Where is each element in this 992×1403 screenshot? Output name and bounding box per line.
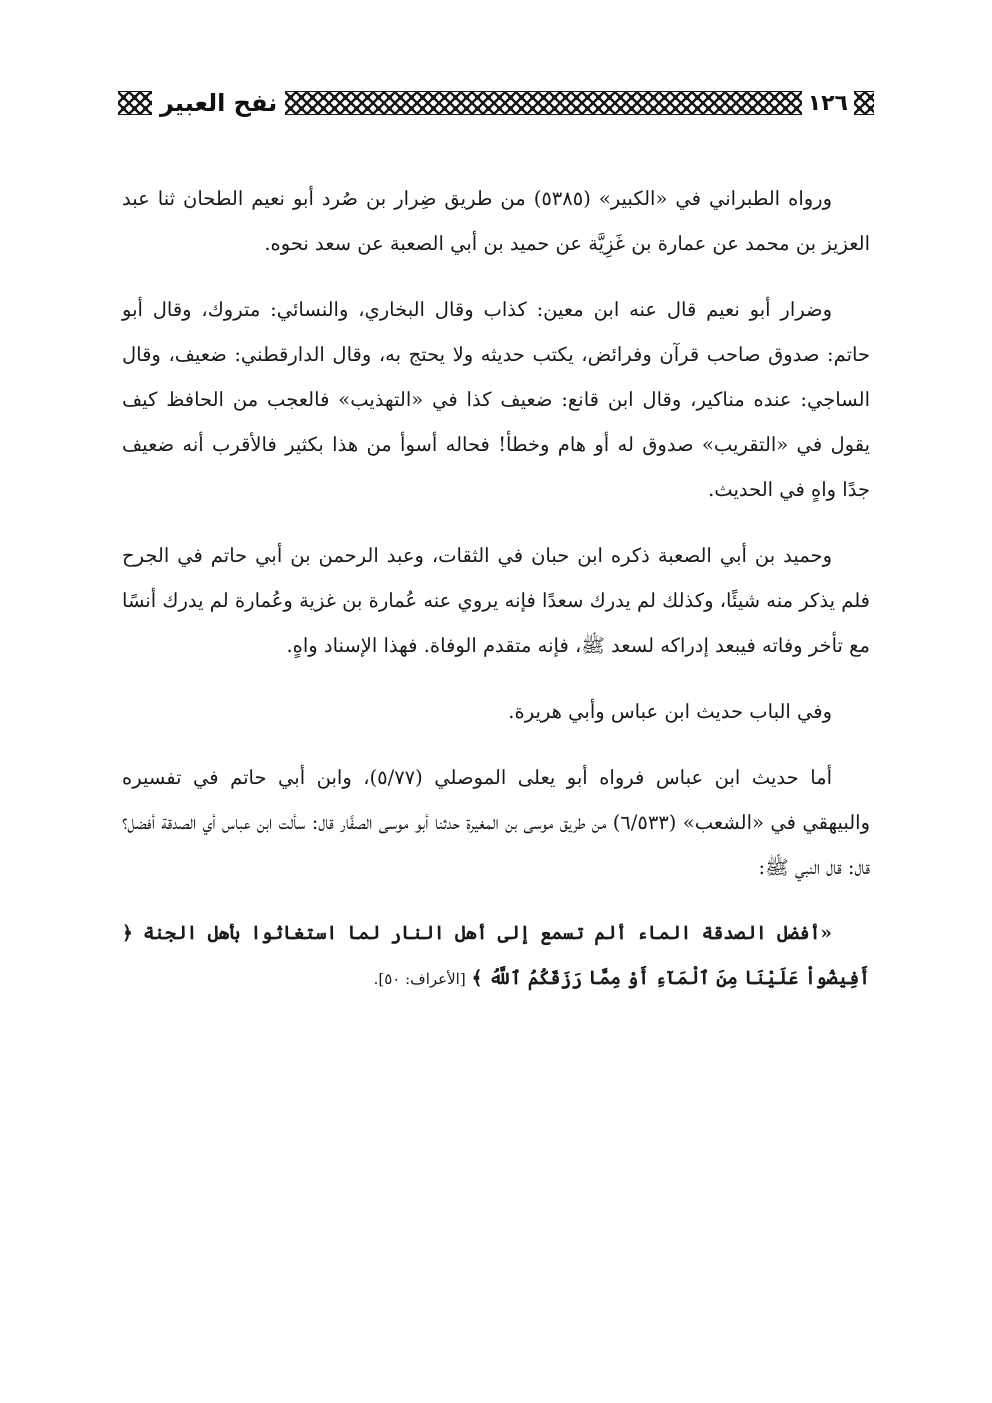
quran-reference: [الأعراف: ٥٠]. (373, 970, 466, 988)
page-body (122, 176, 870, 1023)
header-ornament-right (854, 91, 874, 115)
hadith-quote: «أفضل الصدقة الماء ألم تسمع إلى أهل النار لما استغاثوا بأهل الجنة ﴿ أَفِيضُواْ عَلَيْنَا مِنَ ٱلْمَآءِ أَوْ مِمَّا رَزَقَكُمُ ٱللَّهُ ﴾ (122, 923, 870, 989)
hadith-quote-paragraph (122, 911, 870, 1002)
header-ornament-left (118, 91, 152, 115)
running-title: نفح العبير (160, 89, 278, 117)
paragraph: وحميد بن أبي الصعبة ذكره ابن حبان في الثقات، وعبد الرحمن بن أبي حاتم في الجرح فلم يذكر منه شيئًا، وكذلك لم يدرك سعدًا فإنه يروي عنه عُمارة بن غزية وعُمارة لم يدرك أنسًا مع تأخر وفاته فيبعد إدراكه لسعد ﷺ، فإنه متقدم الوفاة. فهذا الإسناد واهٍ. (122, 544, 870, 657)
paragraph: ورواه الطبراني في «الكبير» (٥٣٨٥) من طريق ضِرار بن صُرد أبو نعيم الطحان ثنا عبد العزيز بن محمد عن عمارة بن غَزِيَّة عن حميد بن أبي الصعبة عن سعد نحوه. (122, 187, 870, 255)
paragraph: وضرار أبو نعيم قال عنه ابن معين: كذاب وقال البخاري، والنسائي: متروك، وقال أبو حاتم: صدوق صاحب قرآن وفرائض، يكتب حديثه ولا يحتج به، وقال الدارقطني: ضعيف، وقال الساجي: عنده مناكير، وقال ابن قانع: ضعيف كذا في «التهذيب» فالعجب من الحافظ كيف يقول في «التقريب» صدوق له أو هام وخطأ! فحاله أسوأ من هذا بكثير فالأقرب أنه ضعيف جدًا واهٍ في الحديث. (122, 298, 870, 501)
header-ornament-band (285, 91, 801, 115)
page-number: ١٢٦ (807, 90, 848, 116)
paragraph: وفي الباب حديث ابن عباس وأبي هريرة. (508, 700, 832, 723)
paragraph: أما حديث ابن عباس فرواه أبو يعلى الموصلي (٥/٧٧)، وابن أبي حاتم في تفسيره والبيهقي في «الشعب» (٦/٥٣٣) من طريق موسى بن المغيرة حدثنا أبو موسى الصفَّار قال: سألت ابن عباس أي الصدقة أفضل؟ قال: قال النبي ﷺ: (122, 766, 870, 879)
page-header (118, 86, 874, 120)
